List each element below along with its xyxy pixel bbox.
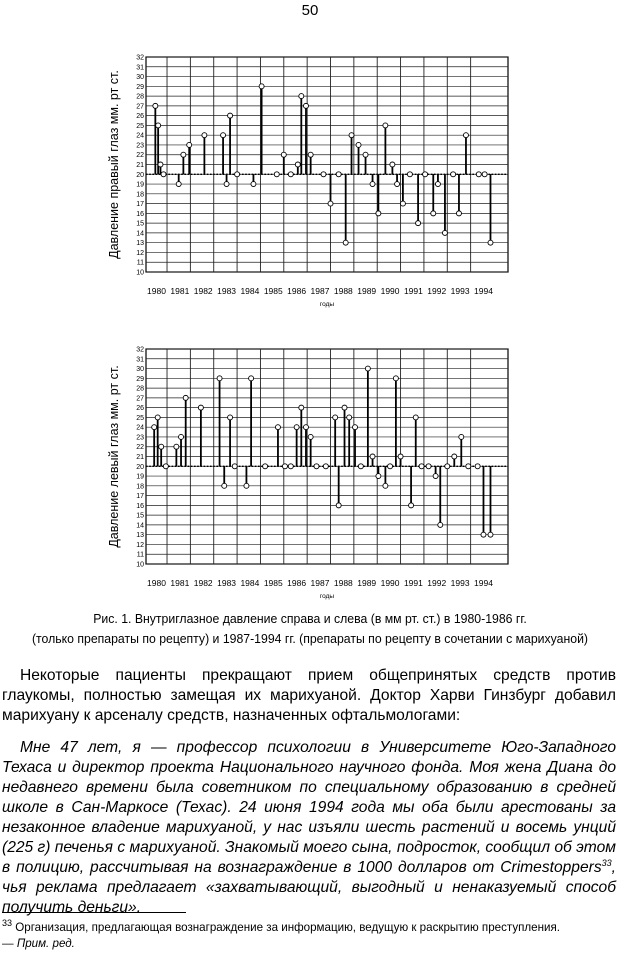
data-point [333, 415, 338, 420]
data-point [466, 464, 471, 469]
data-point [438, 522, 443, 527]
data-point [299, 405, 304, 410]
data-point [442, 230, 447, 235]
data-point [251, 182, 256, 187]
y-tick-label: 20 [136, 463, 144, 471]
data-point [363, 152, 368, 157]
data-point [152, 425, 157, 430]
data-point [183, 395, 188, 400]
data-point [383, 123, 388, 128]
x-tick-label: 1985 [263, 578, 283, 588]
y-tick-label: 21 [136, 162, 144, 169]
x-tick-label: 1984 [240, 578, 260, 588]
x-tick-label: 1989 [357, 578, 377, 588]
y-tick-label: 26 [136, 405, 144, 413]
footnote-divider [2, 912, 186, 913]
footnote-number: 33 [2, 918, 13, 929]
x-tick-label: 1987 [310, 286, 330, 296]
data-point [336, 503, 341, 508]
x-axis-label: годы [319, 593, 335, 600]
data-point [232, 464, 237, 469]
data-point [365, 366, 370, 371]
data-point [202, 133, 207, 138]
data-point [259, 84, 264, 89]
data-point [482, 172, 487, 177]
data-point [274, 172, 279, 177]
caption-line-1: Рис. 1. Внутриглазное давление справа и слева (в мм рт. ст.) в 1980-1986 гг. [93, 611, 527, 626]
data-point [161, 172, 166, 177]
x-tick-label: 1992 [427, 286, 447, 296]
data-point [221, 133, 226, 138]
x-tick-label: 1980 [147, 286, 166, 296]
y-tick-label: 14 [136, 230, 144, 238]
data-point [282, 464, 287, 469]
x-tick-label: 1982 [193, 286, 213, 296]
data-point [376, 474, 381, 479]
x-tick-label: 1987 [310, 578, 330, 588]
y-tick-label: 19 [136, 473, 144, 481]
data-point [370, 182, 375, 187]
y-tick-label: 27 [136, 395, 144, 403]
data-point [308, 152, 313, 157]
data-point [224, 182, 229, 187]
data-point [179, 434, 184, 439]
y-tick-label: 32 [136, 54, 144, 62]
data-point [370, 454, 375, 459]
x-tick-label: 1994 [474, 578, 493, 588]
data-point [445, 464, 450, 469]
y-tick-label: 18 [136, 191, 144, 199]
data-point [187, 142, 192, 147]
y-tick-label: 22 [136, 444, 144, 452]
paragraph-2-quote [2, 738, 616, 918]
data-point [217, 376, 222, 381]
y-tick-label: 15 [136, 512, 144, 520]
data-point [409, 503, 414, 508]
footnote [2, 920, 616, 952]
data-point [343, 240, 348, 245]
data-point [393, 376, 398, 381]
data-point [347, 415, 352, 420]
y-tick-label: 19 [136, 181, 144, 189]
data-point [463, 133, 468, 138]
data-point [321, 172, 326, 177]
paragraph-1: Некоторые пациенты прекращают прием общепринятых средств против глаукомы, полностью замещая их марихуаной. Доктор Харви Гинзбург добавил марихуану к арсеналу средств, назначенных офтальмологами: [2, 667, 616, 724]
data-point [400, 201, 405, 206]
data-point [481, 532, 486, 537]
x-tick-label: 1981 [170, 286, 190, 296]
footnote-note: — Прим. ред. [2, 937, 75, 950]
data-point [398, 454, 403, 459]
data-point [281, 152, 286, 157]
data-point [413, 415, 418, 420]
y-tick-label: 11 [136, 551, 144, 559]
data-point [303, 425, 308, 430]
data-point [383, 483, 388, 488]
data-point [435, 182, 440, 187]
data-point [174, 444, 179, 449]
data-point [349, 133, 354, 138]
quote-text: Мне 47 лет, я — профессор психологии в Университете Юго-Западного Техаса и директор проекта Национального научного фонда. Моя жена Диана до недавнего времени была советником по специальному образованию в средней школе в Сан-Маркосе (Техас). 24 июня 1994 года мы оба были арестованы за незаконное владение марихуаной, у нас изъяли шесть растений и восемь унций (225 г) печенья с марихуаной. Знакомый моего сына, подросток, сообщил об этом в полицию, рассчитывая на вознаграждение в 1000 долларов от Crimestoppers [2, 739, 616, 876]
chart-left-eye-svg [100, 332, 520, 604]
y-tick-label: 10 [136, 561, 144, 569]
x-tick-label: 1991 [403, 286, 423, 296]
data-point [314, 464, 319, 469]
y-tick-label: 11 [136, 259, 144, 267]
x-tick-label: 1993 [450, 578, 470, 588]
data-point [456, 211, 461, 216]
data-point [356, 142, 361, 147]
x-tick-label: 1983 [217, 286, 237, 296]
y-tick-label: 28 [136, 93, 144, 101]
x-tick-label: 1990 [380, 286, 400, 296]
y-tick-label: 10 [136, 269, 144, 277]
x-tick-label: 1989 [357, 286, 377, 296]
y-tick-label: 12 [136, 249, 144, 257]
data-point [459, 434, 464, 439]
x-tick-label: 1991 [403, 578, 423, 588]
y-tick-label: 29 [136, 83, 144, 91]
y-tick-label: 13 [136, 532, 144, 540]
y-tick-label: 16 [136, 502, 144, 510]
data-point [249, 376, 254, 381]
data-point [426, 464, 431, 469]
data-point [288, 464, 293, 469]
data-point [407, 172, 412, 177]
y-tick-label: 24 [136, 132, 144, 140]
page-number: 50 [301, 2, 319, 19]
caption-line-2: (только препараты по рецепту) и 1987-1994 гг. (препараты по рецепту в сочетании с марихуаной) [31, 631, 589, 646]
data-point [452, 454, 457, 459]
data-point [388, 464, 393, 469]
data-point [156, 123, 161, 128]
y-tick-label: 24 [136, 424, 144, 432]
y-tick-label: 12 [136, 541, 144, 549]
x-tick-label: 1984 [240, 286, 260, 296]
x-tick-label: 1993 [450, 286, 470, 296]
y-tick-label: 25 [136, 122, 144, 130]
data-point [176, 182, 181, 187]
y-tick-label: 17 [136, 201, 144, 209]
data-point [228, 415, 233, 420]
y-tick-label: 15 [136, 220, 144, 228]
data-point [159, 444, 164, 449]
x-tick-label: 1988 [333, 286, 353, 296]
x-tick-label: 1992 [427, 578, 447, 588]
y-tick-label: 30 [136, 74, 144, 82]
figure-caption [22, 609, 599, 649]
y-tick-label: 18 [136, 483, 144, 491]
data-point [336, 172, 341, 177]
data-point [358, 464, 363, 469]
data-point [155, 415, 160, 420]
y-tick-label: 14 [136, 522, 144, 530]
y-tick-label: 30 [136, 366, 144, 374]
chart-right-eye [100, 40, 520, 312]
data-point [198, 405, 203, 410]
chart-left-eye [100, 332, 520, 604]
y-tick-label: 26 [136, 113, 144, 121]
x-tick-label: 1985 [263, 286, 283, 296]
data-point [488, 532, 493, 537]
x-tick-label: 1981 [170, 578, 190, 588]
data-point [181, 152, 186, 157]
y-tick-label: 22 [136, 152, 144, 160]
x-tick-label: 1983 [217, 578, 237, 588]
data-point [353, 425, 358, 430]
data-point [158, 162, 163, 167]
data-point [163, 464, 168, 469]
data-point [433, 474, 438, 479]
data-point [222, 483, 227, 488]
data-point [323, 464, 328, 469]
y-tick-label: 32 [136, 346, 144, 354]
data-point [228, 113, 233, 118]
data-point [476, 172, 481, 177]
y-tick-label: 13 [136, 240, 144, 248]
x-tick-label: 1980 [147, 578, 166, 588]
data-point [244, 483, 249, 488]
y-tick-label: 21 [136, 454, 144, 461]
data-point [263, 464, 268, 469]
y-tick-label: 31 [136, 64, 144, 72]
y-tick-label: 17 [136, 493, 144, 501]
y-axis-label: Давление левый глаз мм. рт ст. [107, 365, 121, 548]
x-tick-label: 1986 [287, 286, 307, 296]
data-point [416, 221, 421, 226]
data-point [299, 94, 304, 99]
data-point [294, 425, 299, 430]
x-tick-label: 1990 [380, 578, 400, 588]
y-axis-label: Давление правый глаз мм. рт ст. [107, 70, 121, 259]
data-point [235, 172, 240, 177]
y-tick-label: 16 [136, 210, 144, 218]
x-tick-label: 1988 [333, 578, 353, 588]
data-point [395, 182, 400, 187]
y-tick-label: 27 [136, 103, 144, 111]
y-tick-label: 29 [136, 375, 144, 383]
data-point [288, 172, 293, 177]
x-tick-label: 1994 [474, 286, 493, 296]
y-tick-label: 23 [136, 434, 144, 442]
x-tick-label: 1982 [193, 578, 213, 588]
data-point [431, 211, 436, 216]
x-tick-label: 1986 [287, 578, 307, 588]
data-point [475, 464, 480, 469]
y-tick-label: 31 [136, 356, 144, 364]
data-point [328, 201, 333, 206]
data-point [423, 172, 428, 177]
y-tick-label: 23 [136, 142, 144, 150]
footnote-text: Организация, предлагающая вознаграждение за информацию, ведущую к раскрытию преступления. [12, 921, 561, 934]
data-point [488, 240, 493, 245]
data-point [376, 211, 381, 216]
data-point [342, 405, 347, 410]
y-tick-label: 25 [136, 414, 144, 422]
y-tick-label: 28 [136, 385, 144, 393]
data-point [303, 103, 308, 108]
data-point [419, 464, 424, 469]
footnote-ref[interactable]: 33 [601, 857, 612, 868]
data-point [275, 425, 280, 430]
chart-right-eye-svg [100, 40, 520, 312]
x-axis-label: годы [319, 301, 335, 308]
y-tick-label: 20 [136, 171, 144, 179]
data-point [451, 172, 456, 177]
data-point [153, 103, 158, 108]
data-point [390, 162, 395, 167]
quote-text-end: , чья реклама предлагает «захватывающий, выгодный и ненаказуемый способ получить деньги». [2, 859, 616, 916]
data-point [295, 162, 300, 167]
data-point [308, 434, 313, 439]
